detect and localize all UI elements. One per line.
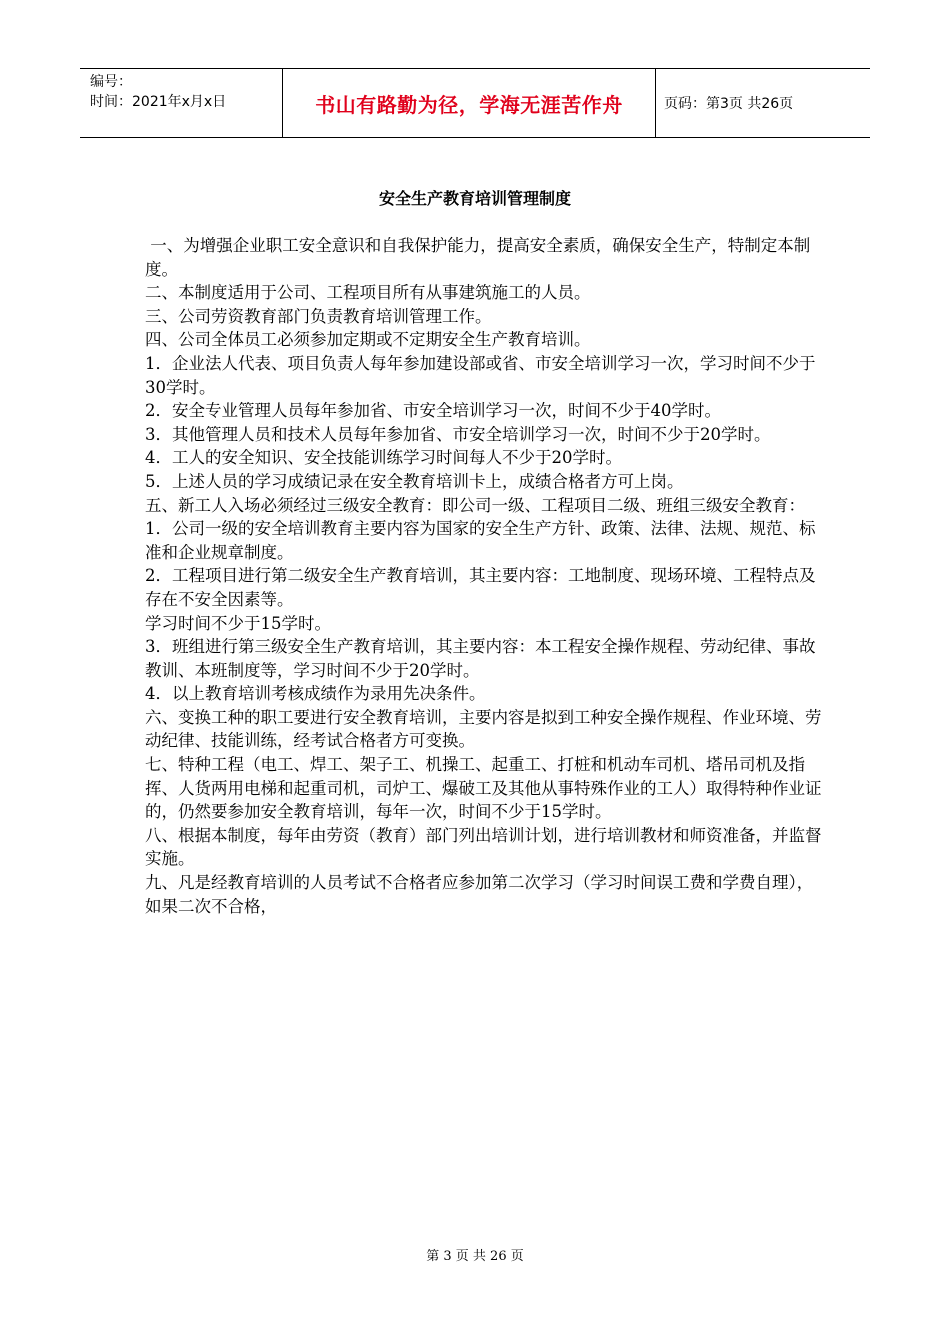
paragraph: 八、根据本制度，每年由劳资（教育）部门列出培训计划，进行培训教材和师资准备，并监督实施。 (145, 825, 822, 869)
paragraph: 二、本制度适用于公司、工程项目所有从事建筑施工的人员。 (145, 283, 591, 303)
page-footer: 第 3 页 共 26 页 (426, 1249, 524, 1264)
paragraph: 学习时间不少于15学时。 (145, 613, 331, 633)
paragraph: 5．上述人员的学习成绩记录在安全教育培训卡上，成绩合格者方可上岗。 (145, 471, 684, 491)
motto-text: 书山有路勤为径，学海无涯苦作舟 (315, 92, 623, 117)
header-meta (80, 69, 282, 137)
paragraph: 4．以上教育培训考核成绩作为录用先决条件。 (145, 684, 486, 704)
document-body (145, 234, 825, 918)
paragraph: 3．班组进行第三级安全生产教育培训，其主要内容：本工程安全操作规程、劳动纪律、事故教训、本班制度等，学习时间不少于20学时。 (145, 637, 816, 680)
paragraph: 4．工人的安全知识、安全技能训练学习时间每人不少于20学时。 (145, 448, 622, 468)
paragraph: 三、公司劳资教育部门负责教育培训管理工作。 (145, 306, 492, 326)
paragraph: 2．工程项目进行第二级安全生产教育培训，其主要内容：工地制度、现场环境、工程特点及存在不安全因素等。 (145, 566, 816, 609)
paragraph: 四、公司全体员工必须参加定期或不定期安全生产教育培训。 (145, 330, 591, 350)
paragraph: 1．公司一级的安全培训教育主要内容为国家的安全生产方针、政策、法律、法规、规范、标准和企业规章制度。 (145, 519, 816, 562)
document-title: 安全生产教育培训管理制度 (378, 189, 571, 208)
paragraph: 六、变换工种的职工要进行安全教育培训，主要内容是拟到工种安全操作规程、作业环境、劳动纪律、技能训练，经考试合格者方可变换。 (145, 707, 822, 751)
document-header (80, 68, 870, 138)
paragraph: 3．其他管理人员和技术人员每年参加省、市安全培训学习一次，时间不少于20学时。 (145, 424, 771, 444)
number-label: 编号： (90, 74, 132, 90)
date-label: 时间：2021年x月x日 (90, 94, 227, 110)
paragraph: 五、新工人入场必须经过三级安全教育：即公司一级、工程项目二级、班组三级安全教育： (145, 495, 805, 515)
header-motto-cell (282, 69, 656, 137)
paragraph: 2．安全专业管理人员每年参加省、市安全培训学习一次，时间不少于40学时。 (145, 401, 721, 421)
page-info-text: 页码：第3页 共26页 (664, 96, 794, 112)
paragraph: 七、特种工程（电工、焊工、架子工、机操工、起重工、打桩和机动车司机、塔吊司机及指挥、人货两用电梯和起重司机，司炉工、爆破工及其他从事特殊作业的工人）取得特种作业证的，仍然要参加安全教育培训，每年一次，时间不少于15学时。 (145, 755, 822, 822)
paragraph: 九、凡是经教育培训的人员考试不合格者应参加第二次学习（学习时间误工费和学费自理），如果二次不合格， (145, 873, 814, 916)
header-page-info (656, 69, 870, 137)
paragraph: 1．企业法人代表、项目负责人每年参加建设部或省、市安全培训学习一次，学习时间不少于30学时。 (145, 353, 816, 397)
paragraph: 一、为增强企业职工安全意识和自我保护能力，提高安全素质，确保安全生产，特制定本制度。 (145, 236, 811, 279)
